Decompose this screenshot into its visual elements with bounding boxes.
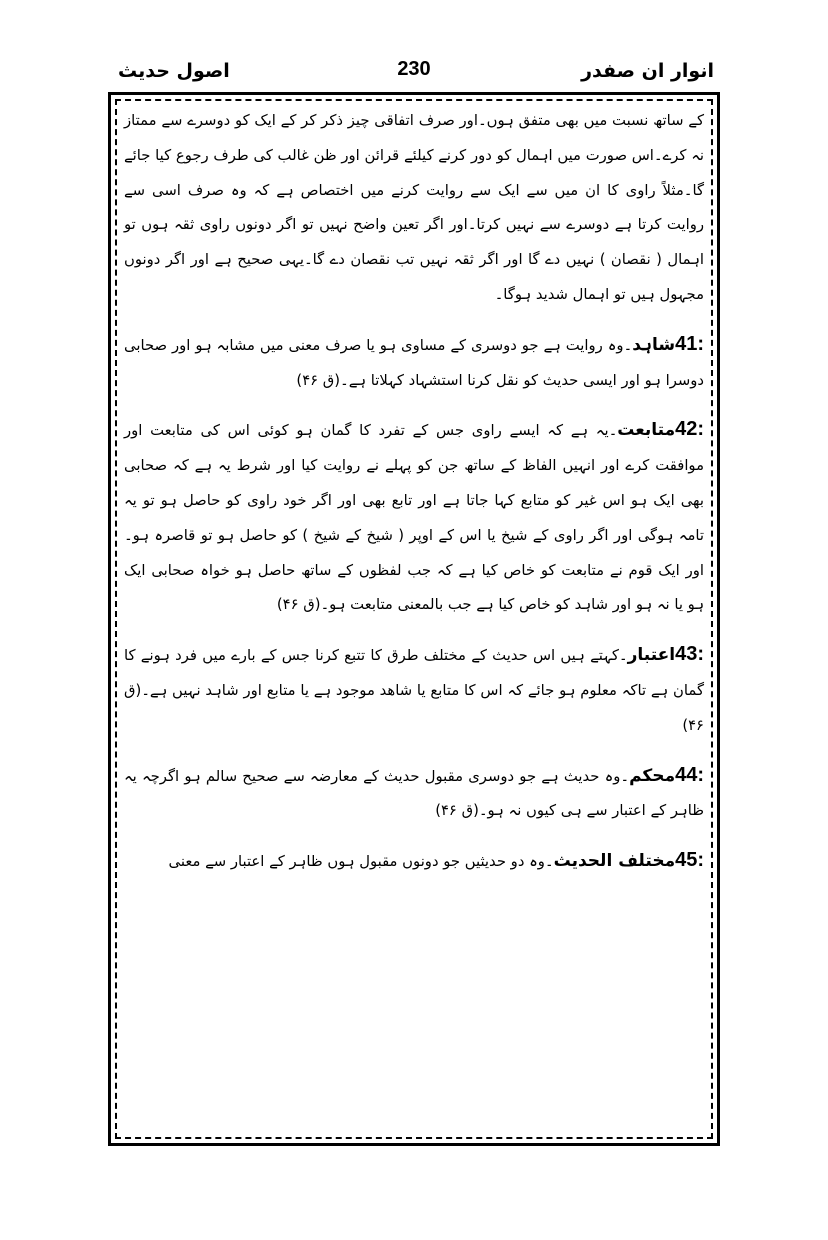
page-body — [124, 104, 704, 894]
paragraph-text: کے ساتھ نسبت میں بھی متفق ہوں۔اور صرف اتفاقی چیز ذکر کر کے ایک کو دوسرے سے ممتاز نہ کرے۔اس صورت میں اہمال کو دور کرنے کیلئے قرائن اور ظن غالب کی طرف رجوع کیا جائے گا۔مثلاً راوی کا ان میں سے ایک سے روایت کرنے میں اختصاص ہے کہ وہ صرف اسی سے روایت کرتا ہے دوسرے سے نہیں کرتا۔اور اگر تعین واضح نہیں تو اگر دونوں راوی ثقہ ہوں تو اہمال ( نقصان ) نہیں دے گا اور اگر ثقہ نہیں تب نقصان دے گا۔یہی صحیح ہے اور اگر دونوں مجہول ہیں تو اہمال شدید ہوگا۔ — [124, 112, 704, 303]
paragraph-45-mukhtalif — [124, 843, 704, 880]
page-number: 230 — [397, 58, 431, 80]
section-title: اصول حدیث — [118, 60, 230, 82]
entry-term: محکم — [629, 765, 676, 786]
paragraph-text: ۔وہ حدیث ہے جو دوسری مقبول حدیث کے معارضہ سے صحیح سالم ہو اگرچہ یہ ظاہر کے اعتبار سے ہی کیوں نہ ہو۔(ق ۴۶) — [124, 767, 704, 820]
paragraph-continuation — [124, 104, 704, 313]
entry-term: متابعت — [617, 420, 676, 441]
entry-number: 44: — [675, 763, 704, 786]
paragraph-text: ۔وہ روایت ہے جو دوسری کے مساوی ہو یا صرف معنی میں مشابہ ہو اور صحابی دوسرا ہو اور ایسی حدیث کو نقل کرنا استشہاد کہلاتا ہے۔(ق ۴۶) — [124, 336, 704, 389]
page-header — [110, 56, 718, 92]
paragraph-42-mutabaat — [124, 412, 704, 623]
entry-number: 42: — [675, 418, 704, 441]
book-title: انوار ان صفدر — [581, 60, 714, 82]
paragraph-44-muhkam — [124, 758, 704, 830]
paragraph-text: ۔کہتے ہیں اس حدیث کے مختلف طرق کا تتبع کرنا جس کے بارے میں فرد ہونے کا گمان ہے تاکہ معلوم ہو جائے کہ اس کا متابع یا شاهد موجود ہے یا متابع اور شاہد نہیں ہے۔(ق ۴۶) — [124, 647, 704, 734]
paragraph-43-itibar — [124, 637, 704, 743]
entry-term: مختلف الحدیث — [553, 851, 676, 872]
paragraph-41-shahid — [124, 327, 704, 399]
paragraph-text: ۔وہ دو حدیثیں جو دونوں مقبول ہوں ظاہر کے اعتبار سے معنی — [168, 853, 554, 871]
entry-number: 43: — [675, 643, 704, 666]
entry-number: 41: — [675, 332, 704, 355]
entry-number: 45: — [675, 849, 704, 872]
entry-term: شاہد — [632, 334, 676, 355]
paragraph-text: ۔یہ ہے کہ ایسے راوی جس کے تفرد کا گمان ہو کوئی اس کی متابعت اور موافقت کرے اور انہیں الفاظ کے ساتھ جن کو پہلے نے روایت کیا اور شرط یہ ہے کہ صحابی بھی ایک ہو اس غیر کو متابع کہا جاتا ہے اور تابع بھی اور اگر خود راوی کو حاصل ہو تو یہ تامہ ہوگی اور اگر راوی کے شیخ یا اس کے اوپر ( شیخ کے شیخ ) کو حاصل ہو تو قاصرہ ہو۔اور ایک قوم نے متابعت کو خاص کیا ہے کہ جب لفظوں کے ساتھ حاصل ہو خواہ صحابی ایک ہو یا نہ ہو اور شاہد کو خاص کیا ہے جب بالمعنی متابعت ہو۔(ق ۴۶) — [124, 422, 704, 614]
entry-term: اعتبار — [627, 645, 676, 666]
